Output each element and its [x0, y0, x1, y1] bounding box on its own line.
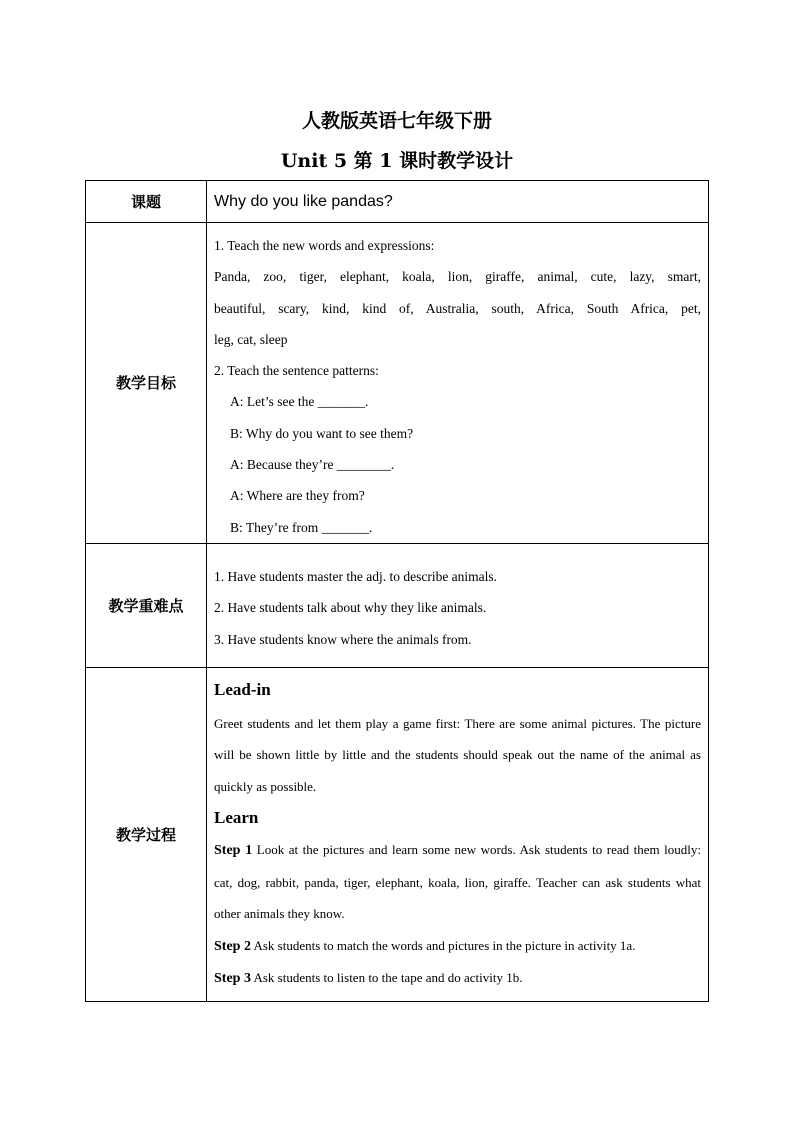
learn-heading: Learn [214, 808, 259, 828]
objective-line: B: Why do you want to see them? [230, 425, 414, 441]
step-label: Step 3 [214, 971, 251, 987]
label-key-points: 教学重难点 [86, 543, 207, 667]
key-point-item: 1. Have students master the adj. to describe animals. [214, 568, 498, 584]
cell-objectives [207, 223, 709, 544]
table-row [86, 543, 709, 667]
cell-key-points [207, 543, 709, 667]
step-label: Step 2 [214, 938, 251, 954]
document-subtitle: Unit 5 第 1 课时教学设计 [280, 150, 514, 172]
objective-line: B: They’re from _______. [230, 519, 373, 535]
cell-procedure [207, 667, 709, 1001]
label-procedure: 教学过程 [86, 667, 207, 1001]
label-objectives: 教学目标 [86, 223, 207, 544]
objective-line: 1. Teach the new words and expressions: [214, 238, 435, 253]
objective-line: A: Let’s see the _______. [230, 394, 369, 410]
topic-text: Why do you like pandas? [214, 193, 393, 210]
objective-line: beautiful, scary, kind, kind of, Australia, south, Africa, South Africa, pet, [214, 300, 701, 316]
step-item [214, 834, 701, 930]
leadin-heading: Lead-in [214, 679, 271, 699]
objective-line: leg, cat, sleep [214, 331, 288, 347]
step-text: Look at the pictures and learn some new words. Ask students to read them loudly: cat, dog, rabbit, panda, tiger, elephant, koala, lion, giraffe. Teacher can ask students what other animals they know. [214, 842, 701, 922]
table-row [86, 667, 709, 1001]
objective-line: A: Because they’re ________. [230, 457, 395, 473]
label-topic: 课题 [86, 181, 207, 223]
step-text: Ask students to listen to the tape and do activity 1b. [250, 970, 523, 986]
table-row [86, 223, 709, 544]
step-text: Ask students to match the words and pictures in the picture in activity 1a. [250, 937, 636, 953]
step-item [214, 930, 701, 963]
cell-topic [207, 181, 709, 223]
table-row [86, 181, 709, 223]
key-point-item: 2. Have students talk about why they like animals. [214, 600, 487, 616]
objective-line: A: Where are they from? [230, 488, 365, 504]
leadin-text: Greet students and let them play a game first: There are some animal pictures. The picture will be shown little by little and the students should speak out the name of the animal as quickly as possible. [214, 715, 701, 794]
lesson-plan-table [85, 180, 709, 1002]
objective-line: 2. Teach the sentence patterns: [214, 363, 379, 379]
key-point-item: 3. Have students know where the animals from. [214, 631, 472, 647]
step-item [214, 962, 701, 995]
document-title: 人教版英语七年级下册 [301, 110, 492, 132]
step-label: Step 1 [214, 843, 253, 859]
objective-line: Panda, zoo, tiger, elephant, koala, lion, giraffe, animal, cute, lazy, smart, [214, 269, 701, 285]
